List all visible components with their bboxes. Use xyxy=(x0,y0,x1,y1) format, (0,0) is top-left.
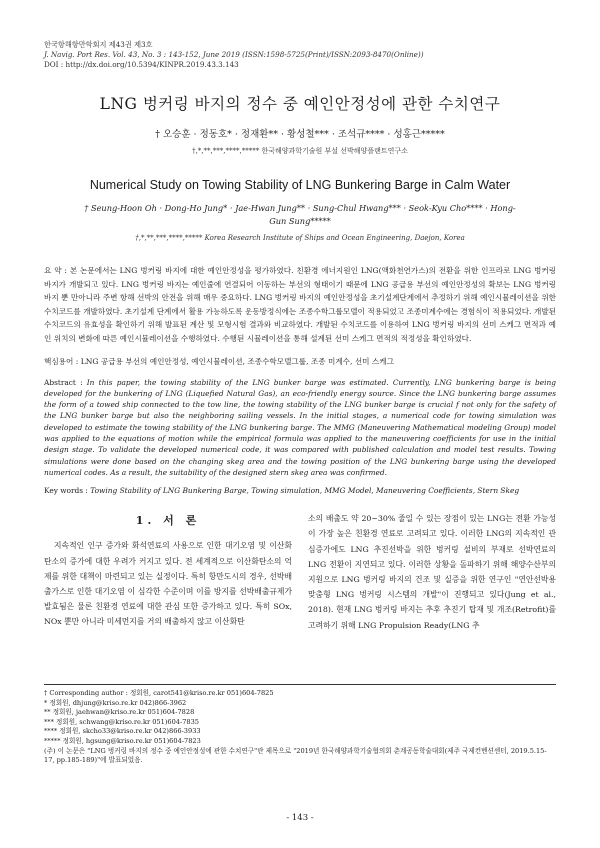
abstract-label: Abstract : xyxy=(44,377,87,387)
right-column xyxy=(308,511,556,633)
keywords-english xyxy=(44,486,556,495)
authors-english: † Seung-Hoon Oh · Dong-Ho Jung* · Jae-Hwan Jung** · Sung-Chul Hwang*** · Seok-Kyu Cho**** · Hong-Gun Sung***** xyxy=(84,203,516,226)
footnote-author-4: **** 정회원, skcho33@kriso.re.kr 042)866-3933 xyxy=(44,727,201,736)
journal-header xyxy=(44,40,556,70)
journal-name: 한국항해항만학회지 제43권 제3호 xyxy=(44,40,153,49)
abstract-english xyxy=(44,377,556,479)
footnote-author-5: ***** 정회원, hgsung@kriso.re.kr 051)604-7823 xyxy=(44,736,201,745)
footnote-author-3: *** 정회원, schwang@kriso.re.kr 051)604-7835 xyxy=(44,717,199,726)
footnote-corresponding: † Corresponding author : 정회원, carot541@kriso.re.kr 051)604-7825 xyxy=(44,689,274,697)
keywords-korean: 핵심용어 : LNG 공급용 부선의 예인안정성, 예인시뮬레이션, 조종수학모델그룹, 조종 미계수, 선미 스케그 xyxy=(44,356,394,366)
left-column xyxy=(44,511,292,633)
section-heading-introduction: 1. 서 론 xyxy=(135,514,201,528)
abstract-korean: 요 약 : 본 논문에서는 LNG 벙커링 바지에 대한 예인안정성을 평가하였다. 친환경 에너지원인 LNG(액화천연가스)의 전환을 위한 인프라로 LNG 벙커링 바지가 개발되고 있다. LNG 벙커링 바지는 예인줄에 연결되어 이동하는 부선의 형태이기 때문에 LNG 공급용 부선의 예인안정성의 확보는 LNG 벙커링 바지 뿐 만아니라 주변 항해 선박의 안전을 위해 매우 중요하다. LNG 벙커링 바지의 예인안정성을 초기설계단계에서 추정하기 위해 예인시뮬레이션을 위한 수치코드를 개발하였다. 초기설계 단계에서 활용 가능하도록 운동방정식에는 조종수학그룹모델이 적용되었고 조종미계수에는 경험식이 적용되었다. 개발된 수치코드의 유효성을 확인하기 위해 발표된 계산 및 모형시험 결과와 비교하였다. 개발된 수치코드를 이용하여 LNG 벙커링 바지의 선미 스케그 면적과 예인 위치의 변화에 따른 예인시뮬레이션을 수행하였다. 수행된 시뮬레이션을 통해 설계된 선미 스케그 면적의 적정성을 확인하였다. xyxy=(44,266,556,343)
body-columns xyxy=(44,511,556,633)
footnote-author-2: ** 정회원, jaehwan@kriso.re.kr 051)604-7828 xyxy=(44,708,195,717)
introduction-paragraph-2: 소의 배출도 약 20~30% 줄일 수 있는 장점이 있는 LNG는 전환 가능성이 가장 높은 친환경 연료로 고려되고 있다. 이러한 LNG의 지속적인 관심증가에도 LNG 추진선박을 위한 벙커링 설비의 부재로 선박연료의 LNG 전환이 지연되고 있다. 이러한 상황을 돌파하기 위해 해양수산부의 지원으로 LNG 벙커링 바지의 건조 및 실증을 위한 연구인 "연안선박용 맞춤형 LNG 벙커링 시스템의 개발"이 진행되고 있다(Jung et al., 2018). 현재 LNG 벙커링 바지는 추후 추진기 탑재 및 개조(Retrofit)를 고려하기 위해 LNG Propulsion Ready(LNG 추 xyxy=(308,514,556,630)
affiliation-korean: †,*,**,***,****,***** 한국해양과학기술원 부설 선박해양플랜트연구소 xyxy=(192,147,408,155)
keywords-english-text: Towing Stability of LNG Bunkering Barge, Towing simulation, MMG Model, Maneuvering Coefficients, Stern Skeg xyxy=(90,486,520,496)
affiliation-english: †,*,**,***,****,***** Korea Research Institute of Ships and Ocean Engineering, Daejon, Korea xyxy=(135,234,465,242)
authors-korean: † 오승훈 · 정동호* · 정재환** · 황성철*** · 조석규**** · 성홍근***** xyxy=(155,129,445,140)
introduction-paragraph-1: 지속적인 인구 증가와 화석연료의 사용으로 인한 대기오염 및 이산화탄소의 증가에 대한 우려가 커지고 있다. 전 세계적으로 이산화탄소의 억제를 위한 대책이 마련되고 있는 실정이다. 특히 항만도시의 경우, 선박배출가스로 인한 대기오염 이 심각한 수준이며 이를 방지를 선박배출규제가 발효됨은 물론 친환경 연료에 대한 관심 또한 증가하고 있다. 특히 SOx, NOx 뿐만 아니라 미세먼지를 거의 배출하지 않고 이산화탄 xyxy=(44,541,292,627)
footnote-author-1: * 정회원, dhjung@kriso.re.kr 042)866-3962 xyxy=(44,698,187,707)
abstract-english-text: In this paper, the towing stability of the LNG bunker barge was estimated. Currently, LNG bunkering barge is being developed for the bunkering of LNG (Liquefied Natural Gas), an eco-friendly energy source. Since the LNG bunkering barge assumes the form of a towed ship connected to the tow line, the towing stability of the LNG bunker barge is crucial f not only for the safety of the LNG bunker barge but also the neighboring sailing vessels. In the initial stages, a numerical code for towing simulation was developed to estimate the towing stability of the LNG bunkering barge. The MMG (Maneuvering Mathematical modeling Group) model was applied to the equations of motion while the empirical formula was applied to the maneuvering coefficients for use in the initial design stage. To validate the developed numerical code, it was compared with published calculation and model test results. Towing simulations were done based on the changing skeg area and the towing position of the LNG bunkering barge using the developed numerical codes. As a result, the suitability of the designed stern skeg area was confirmed. xyxy=(44,377,556,477)
page-number: - 143 - xyxy=(286,813,314,823)
paper-title-korean: LNG 벙커링 바지의 정수 중 예인안정성에 관한 수치연구 xyxy=(99,95,501,113)
doi-line: DOI : http://dx.doi.org/10.5394/KINPR.2019.43.3.143 xyxy=(44,60,239,69)
footnote-note: (주) 이 논문은 "LNG 벙커링 바지의 정수 중 예인안정성에 관한 수치연구"란 제목으로 "2019년 한국해양과학기술협의회 춘계공동학술대회(제주 국제컨벤션센터, 2019.5.15-17, pp.185-189)"에 발표되었음. xyxy=(44,746,547,765)
paper-title-english: Numerical Study on Towing Stability of LNG Bunkering Barge in Calm Water xyxy=(89,178,511,192)
footnotes xyxy=(44,684,556,766)
journal-citation: J. Navig. Port Res. Vol. 43, No. 3 : 143-152, June 2019 (ISSN:1598-5725(Print)/ISSN:2093-8470(Online)) xyxy=(44,50,424,59)
keywords-label: Key words : xyxy=(44,486,91,496)
